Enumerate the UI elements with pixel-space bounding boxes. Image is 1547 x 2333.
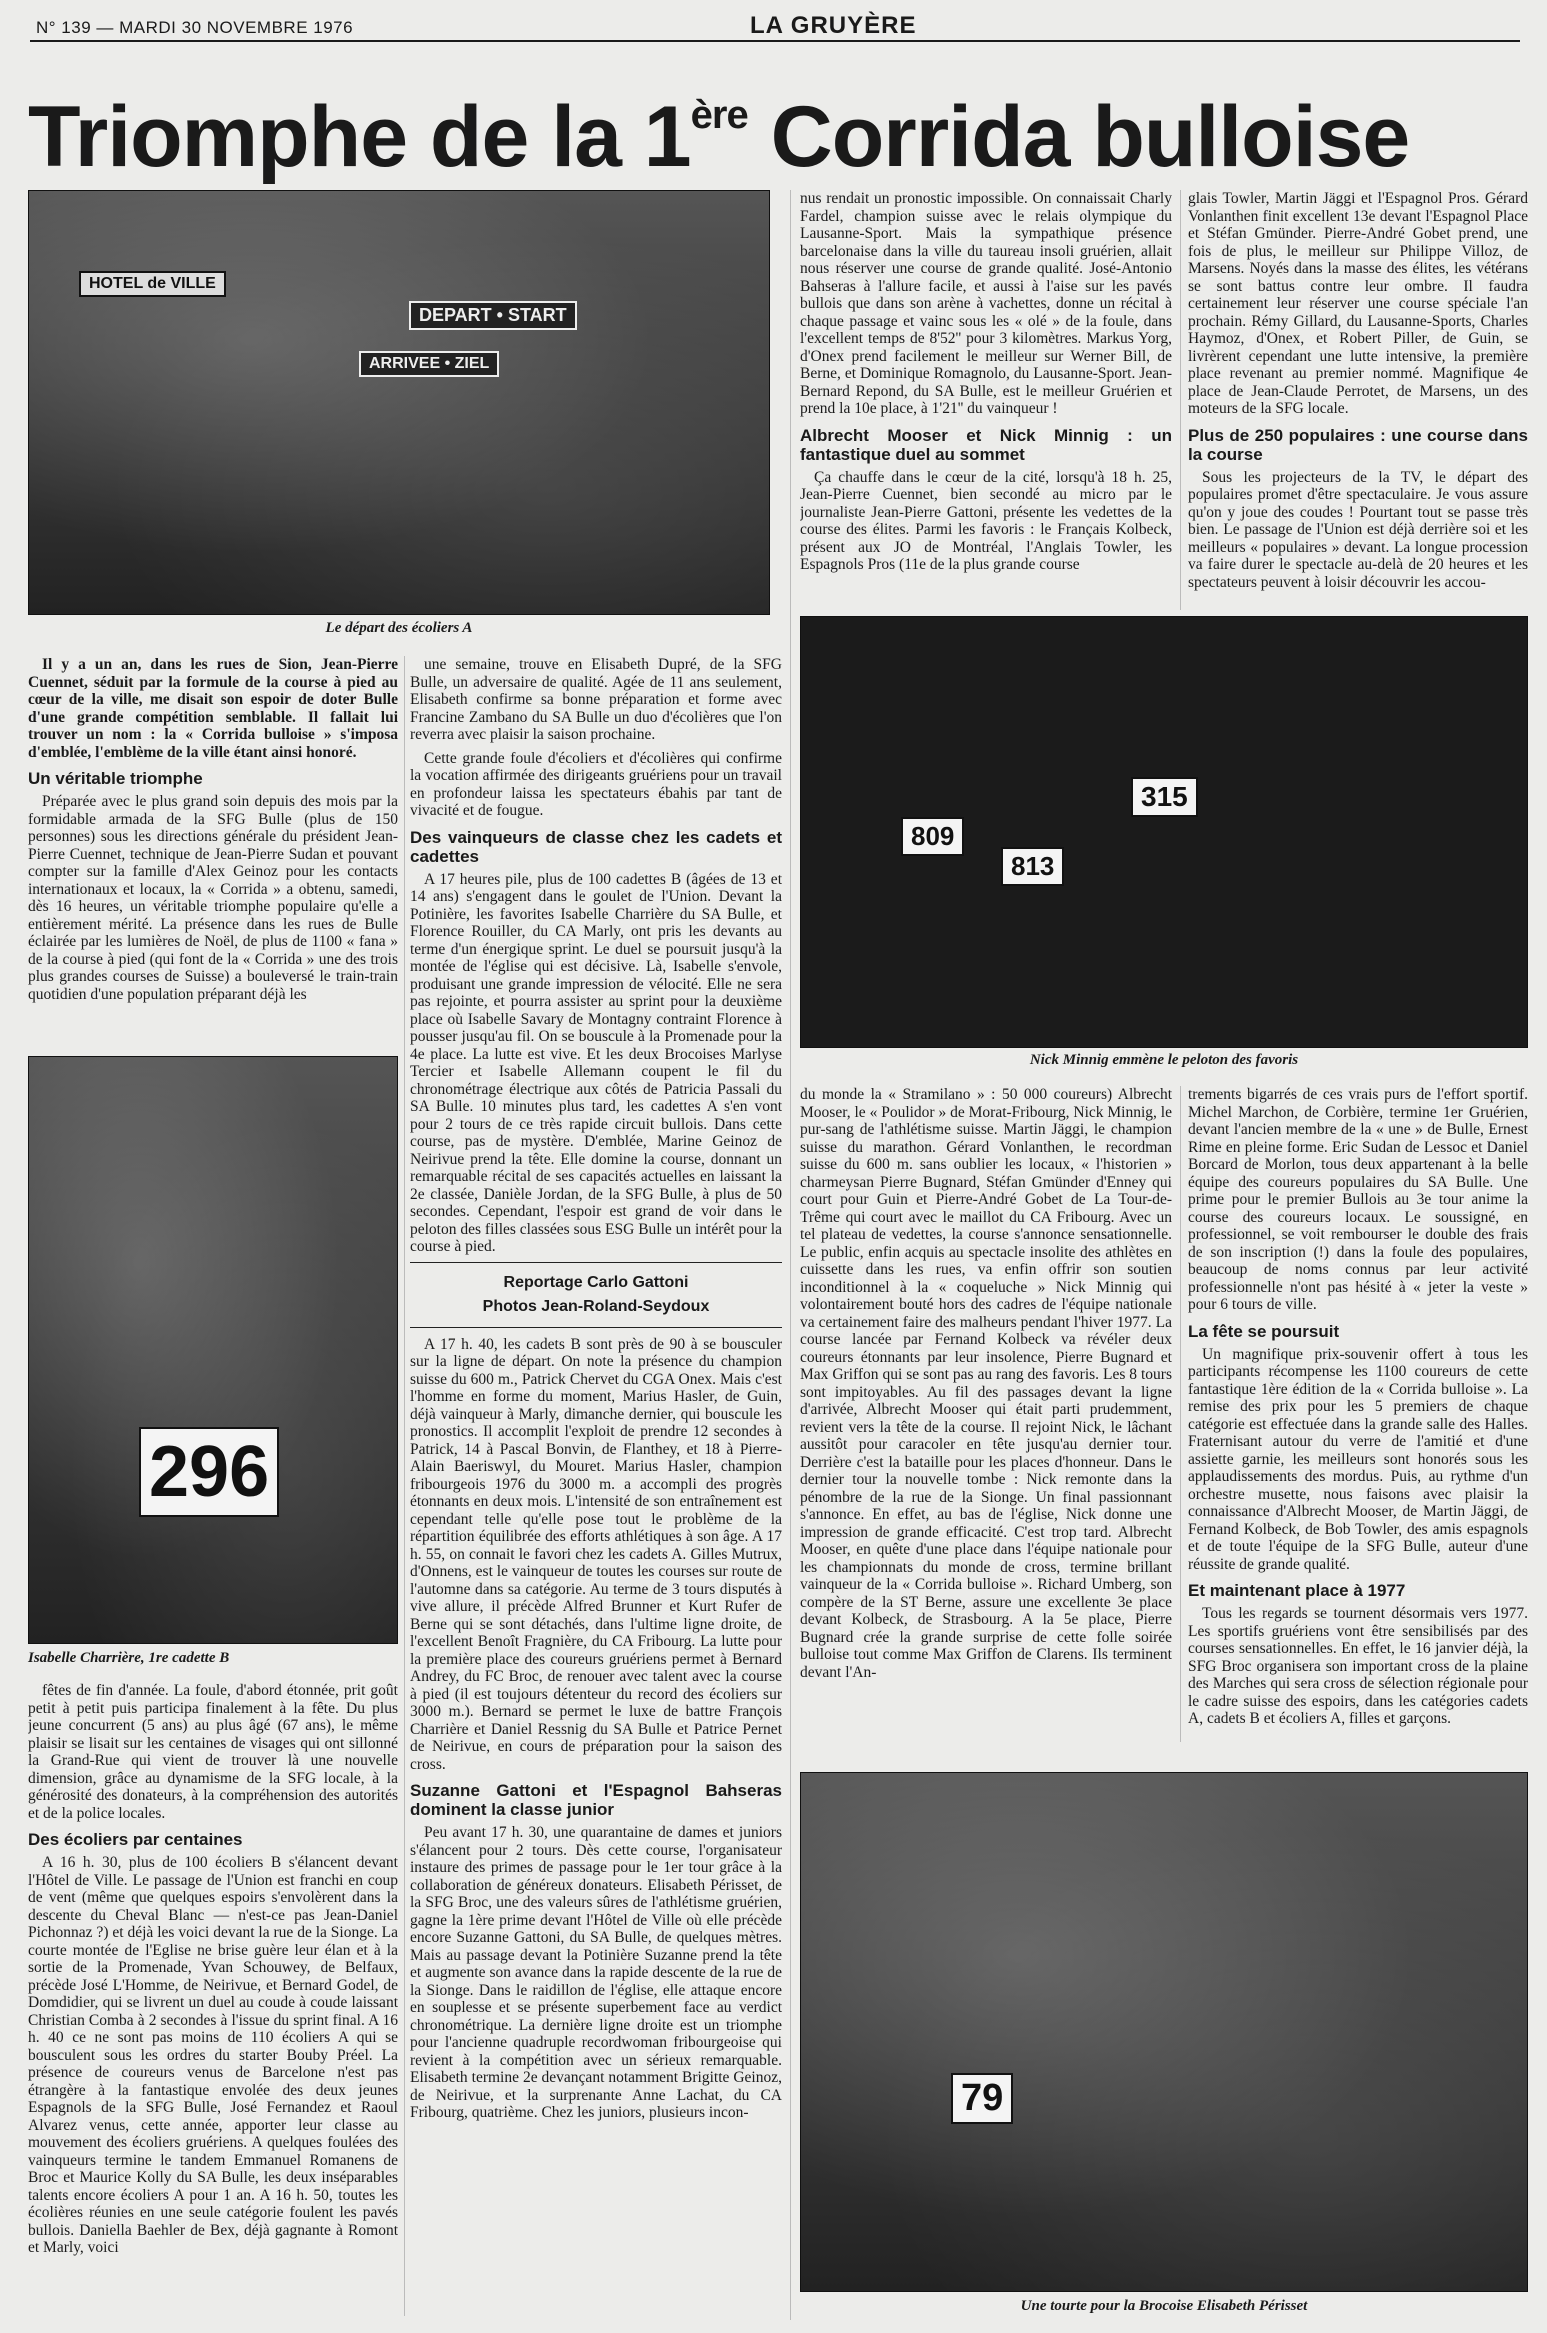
photo-peloton-bib-2: 813	[1001, 847, 1064, 886]
headline-sup: ère	[690, 93, 748, 137]
column-rule-4	[1180, 1086, 1181, 1742]
paragraph-4a: glais Towler, Martin Jäggi et l'Espagnol Pros. Gérard Vonlanthen finit excellent 13e devant l'Espagnol Place et Stéfan Gmünder. Pierre-André Gobet prend, une fois de plus, le meilleur sur Philippe Villoz, de Marsens. Noyés dans la masse des élites, les vétérans se sont battus contre leur ombre. Il faudra certainement leur réserver une course spéciale l'an prochain. Rémy Gillard, du Lausanne-Sports, Charles Haymoz, d'Onex, et Robert Piller, de Guin, se livrèrent cependant une lutte intensive, la première place revenant au premier nommé. Magnifique 4e place de Jean-Claude Perrotet, de Marsens, un des moteurs de la SFG locale.	[1188, 190, 1528, 417]
heading-ecoliers: Des écoliers par centaines	[28, 1830, 243, 1849]
column-2	[410, 656, 782, 2326]
photo-cadette-caption: Isabelle Charrière, 1re cadette B	[28, 1650, 230, 1666]
column-1-top	[28, 656, 398, 1054]
heading-juniors: Suzanne Gattoni et l'Espagnol Bahseras dominent la classe junior	[410, 1781, 782, 1819]
paragraph-4c: trements bigarrés de ces vrais purs de l'effort sportif. Michel Marchon, de Corbière, termine 1er Gruérien, devant l'ancien membre de la « une » de Bulle, Ernest Rime en pleine forme. Eric Sudan de Lessoc et Daniel Borcard de Morlon, tous deux appartenant à la belle équipe des coureurs populaires du SA Bulle. Une prime pour le premier Bullois au 3e tour anime la course des coureurs locaux. Le soussigné, en professionnel, se voit rembourser le double des frais de son inscription (!) dans la foule des populaires, beaucoup de noms connus par leur activité professionnelle n'ont pas hésité à « jeter la veste » pour 6 tours de ville.	[1188, 1086, 1528, 1313]
heading-populaires: Plus de 250 populaires : une course dans la course	[1188, 425, 1528, 464]
column-rule-3	[1180, 190, 1181, 610]
photo-start	[28, 190, 770, 615]
photo-peloton	[800, 616, 1528, 1048]
photo-start-banner1: DEPART • START	[409, 301, 577, 330]
byline-reportage: Reportage Carlo Gattoni	[503, 1273, 689, 1291]
paragraph-2e: Peu avant 17 h. 30, une quarantaine de dames et juniors s'élancent pour 2 tours. Dès cette course, l'organisateur instaure des primes de passage pour le 1er tour grâce à la collaboration de généreux donateurs. Elisabeth Périsset, de la SFG Broc, une des valeurs sûres de l'athlétisme gruérien, gagne la 1ère prime devant l'Hôtel de Ville où elle précède encore Suzanne Gattoni, du SA Bulle, de quelques mètres. Mais au passage devant la Potinière Suzanne prend la tête et augmente son avance dans la rapide descente de la rue de la Sionge. Dans le raidillon de l'église, elle attaque encore en souplesse et se présente superbement face au verdict chronométrique. La dernière ligne droite est un triomphe pour l'ancienne quadruple recordwoman fribourgeoise qui revient à la compétition avec un sérieux remarquable. Elisabeth termine 2e devançant notamment Brigitte Geinoz, de Neirivue, et la surprenante Anne Lachat, du CA Fribourg, quatrième. Chez les juniors, plusieurs incon-	[410, 1824, 782, 2121]
photo-peloton-bib-3: 315	[1131, 777, 1198, 817]
column-3-top	[800, 190, 1172, 610]
byline	[410, 1262, 782, 1328]
heading-1977: Et maintenant place à 1977	[1188, 1581, 1406, 1600]
column-rule-1	[404, 656, 405, 2316]
column-4-middle	[1188, 1086, 1528, 1742]
photo-peloton-bib-1: 809	[901, 817, 964, 856]
paragraph-1b: fêtes de fin d'année. La foule, d'abord étonnée, prit goût petit à petit puis participa finalement à la fête. Du plus jeune concurrent (5 ans) au plus âgé (67 ans), le même plaisir se lisait sur les centaines de visages qui ont sillonné la Grand-Rue qui vient de trouver là une nouvelle dimension, grâce au dynamisme de la SFG locale, à la générosité des donateurs, à la compréhension des autorités et de la police locales.	[28, 1682, 398, 1822]
paragraph-2d: A 17 h. 40, les cadets B sont près de 90 à se bousculer sur la ligne de départ. On note la présence du champion suisse du 600 m., Patrick Chervet du CGA Onex. Mais c'est l'homme en forme du moment, Marius Hasler, de Guin, déjà vainqueur à Marly, dimanche dernier, qui bouscule les pronostics. Il accomplit l'exploit de prendre 12 secondes à Patrick, 14 à Pascal Bonvin, de Flanthey, et 18 à Pierre-Alain Baeriswyl, du Mouret. Marius Hasler, champion fribourgeois 1976 du 3000 m. a accompli des progrès étonnants en deux mois. L'intensité de son entraînement est cependant telle qu'elle pose tout le problème de la répartition équilibrée des efforts athlétiques à son âge. A 17 h. 55, on connait le favori chez les cadets A. Gilles Mutrux, d'Onnens, est le vainqueur de toutes les courses sur route de l'automne dans sa catégorie. Au terme de 3 tours disputés à vive allure, il précède Alfred Brunner et Kurt Rufer de Berne qui se sont détachés, dans l'ultime ligne droite, de l'excellent Benoît Fragnière, du CA Fribourg. La lutte pour la première place des coureurs gruériens permet à Bernard Andrey, du FC Broc, de renouer avec talent avec la course à pied (il est toujours détenteur du record des écoliers sur 3000 m.). Bernard se permet le luxe de battre François Charrière et Daniel Ressnig du SA Bulle et Patrice Pernet de Neirivue, en cours de préparation pour la saison des cross.	[410, 1335, 782, 1773]
column-1-bottom	[28, 1682, 398, 2322]
photo-start-banner2: ARRIVEE • ZIEL	[359, 351, 499, 377]
paragraph-1a: Préparée avec le plus grand soin depuis des mois par la formidable armada de la SFG Bulle (plus de 150 personnes) sous les directions générale du président Jean-Pierre Cuennet, technique de Jean-Pierre Sudan et pouvant compter sur la famille d'Alex Geinoz pour les contacts internationaux et locaux, la « Corrida » a obtenu, samedi, dès 16 heures, un véritable triomphe populaire qu'elle a entièrement mérité. La présence dans les rues de Bulle éclairée par les lumières de Noël, de plus de 1100 « fana » de la course à pied (qui font de la « Corrida » une des trois plus grandes courses de Suisse) a bouleversé le train-train quotidien d'une population préparant déjà les	[28, 793, 398, 1003]
column-3-middle	[800, 1086, 1172, 1742]
paragraph-4d: Un magnifique prix-souvenir offert à tous les participants récompense les 1100 coureurs de cette fantastique 1ère édition de la « Corrida bulloise ». La remise des prix pour les 5 premiers de chaque catégorie est effectuée dans la grande salle des Halles. Fraternisant autour du verre de l'amitié et d'une assiette garnie, les meilleurs sont honorés sous les applaudissements des mordus. Puis, au rythme d'un orchestre musette, nous faisons avec plaisir la connaissance d'Albrecht Mooser, de Martin Jäggi, de Fernand Kolbeck, de Bob Towler, des amis espagnols et de toute l'équipe de la SFG Bulle, auteur d'une réussite de grande qualité.	[1188, 1345, 1528, 1573]
photo-cadette	[28, 1056, 398, 1644]
intro-paragraph: Il y a un an, dans les rues de Sion, Jean-Pierre Cuennet, séduit par la formule de la course à pied au cœur de la ville, me disait son espoir de doter Bulle d'une grande compétition semblable. Il fallait lui trouver un nom : la « Corrida bulloise » s'imposa d'emblée, l'emblème de la ville étant ainsi honoré.	[28, 656, 398, 761]
photo-tourte-caption: Une tourte pour la Brocoise Elisabeth Périsset	[1020, 2298, 1308, 2314]
heading-fete: La fête se poursuit	[1188, 1321, 1340, 1341]
paragraph-4b: Sous les projecteurs de la TV, le départ des populaires promet d'être spectaculaire. Je vous assure qu'on y joue des coudes ! Pourtant tout se passe très bien. Le passage de l'Union est déjà derrière soi et les meilleurs « populaires » devant. La longue procession va faire durer le spectacle au-delà de 20 heures et les spectateurs peuvent à loisir découvrir les accou-	[1188, 468, 1528, 591]
paragraph-3c: du monde la « Stramilano » : 50 000 coureurs) Albrecht Mooser, le « Poulidor » de Morat-Fribourg, Nick Minnig, le pur-sang de l'athlétisme suisse. Martin Jäggi, le champion suisse du marathon. Gérard Vonlanthen, le recordman suisse du 600 m. sans oublier les locaux, « l'historien » charmeysan Pierre Bugnard, Stéfan Gmünder d'Enney qui court pour Guin et Pierre-André Gobet de La Tour-de-Trême qui court avec le maillot du CA Fribourg. Avec un tel plateau de vedettes, la course s'annonce sensationnelle. Le public, enfin acquis au spectacle insolite des athlètes en cuissette dans les rues, va enfin offrir son soutien inconditionnel à la « coqueluche » Nick Minnig qui volontairement bouté hors des cadres de l'équipe nationale va certainement faire des malheurs pendant l'hiver 1977. La course lancée par Fernand Kolbeck va révéler deux coureurs étonnants par leur insolence, Pierre Bugnard et Max Griffon qui se sont pas au rang des favoris. Les 8 tours sont impitoyables. Au fil des passages devant la ligne d'arrivée, Albrecht Mooser qui était parti prudemment, revient vers la tête de la course. Il rejoint Nick, le lâchant aussitôt pour caracoler en tête jusqu'au dernier tour. Derrière c'est la bataille pour les places d'honneur. Dans le dernier tour la nouvelle tombe : Nick remonte dans la pénombre de la rue de la Sionge. Un final passionnant s'annonce. En effet, au bas de l'église, Nick donne une impression de grande efficacité. C'est trop tard. Albrecht Mooser, en quête d'une place dans l'équipe nationale pour les championnats du monde de cross, termine brillant vainqueur de la « Corrida bulloise ». Richard Umberg, son compère de la ST Berne, assure une excellente 3e place devant Kolbeck, de Strasbourg. A la 5e place, Pierre Bugnard crée la grande surprise de cette folle soirée bulloise tout comme Max Griffon de Clarens. Ils terminent devant l'An-	[800, 1086, 1172, 1681]
paragraph-2b: Cette grande foule d'écoliers et d'écolières qui confirme la vocation affirmée des dirigeants gruériens pour un travail en profondeur laissa les spectateurs ébahis par tant de vivacité et de fougue.	[410, 749, 782, 819]
paragraph-3a: nus rendait un pronostic impossible. On connaissait Charly Fardel, champion suisse avec le relais olympique du Lausanne-Sport. Mais la sympathique présence barcelonaise dans la ville du taureau insoli gruérien, allait nous réserver une course de grande qualité. José-Antonio Bahseras à l'allure facile, et aussi à l'aise sur les pavés bullois que dans son arène à vachettes, donne un récital à chaque passage et vainc sous les « olé » de la foule, dans l'excellent temps de 8'52'' pour 3 kilomètres. Markus Yorg, d'Onex prend facilement le meilleur sur Werner Bill, de Berne, et Dominique Romagnolo, du Lausanne-Sport. Jean-Bernard Repond, du SA Bulle, est le meilleur Gruérien et prend la 10e place, à 1'21'' du vainqueur !	[800, 190, 1172, 417]
paragraph-2a: une semaine, trouve en Elisabeth Dupré, de la SFG Bulle, un adversaire de qualité. Agée de 11 ans seulement, Elisabeth confirme sa bonne préparation et forme avec Francine Zambano du SA Bulle un duo d'écolières que l'on reverra avec plaisir la saison prochaine.	[410, 656, 782, 743]
heading-veritable-triomphe: Un véritable triomphe	[28, 769, 203, 788]
issue-line: N° 139 — MARDI 30 NOVEMBRE 1976	[36, 18, 354, 37]
heading-cadets: Des vainqueurs de classe chez les cadets et cadettes	[410, 827, 782, 866]
column-rule-2	[790, 190, 791, 2320]
photo-start-sign: HOTEL de VILLE	[79, 271, 226, 297]
headline	[28, 60, 1528, 185]
masthead	[30, 8, 1520, 42]
paragraph-2c: A 17 heures pile, plus de 100 cadettes B (âgées de 13 et 14 ans) s'engagent dans le goulet de l'Union. Devant la Potinière, les favorites Isabelle Charrière du SA Bulle, et Florence Rouiller, du CA Marly, ont pris les devants au terme d'un énergique sprint. Le duel se poursuit jusqu'à la montée de l'église qui est décisive. Là, Isabelle s'envole, produisant une grande impression de vélocité. Elle ne sera pas rejointe, et pourra assister au sprint pour la deuxième place où Isabelle Savary de Montagny contraint Florence à pousser jusqu'au fil. On se bouscule à la Promenade pour la 4e place. La lutte est vive. Et les deux Brocoises Marlyse Tercier et Isabelle Allemann coupent le fil du chronométrage électrique aux côtés de Patricia Passali du SA Bulle. 10 minutes plus tard, les cadettes A s'en vont pour 2 tours de ce très rapide circuit bullois. Dans cette course, pas de mystère. D'emblée, Marine Geinoz de Neirivue prend la tête. Elle domine la course, donnant un remarquable récital de ses capacités actuelles en laissant la 2e classée, Danièle Jordan, de la SFG Bulle, à plus de 50 secondes. Cependant, l'espoir est grand de voir dans le peloton des filles classées sous ESG Bulle un intérêt pour la course à pied.	[410, 870, 782, 1255]
paragraph-1c: A 16 h. 30, plus de 100 écoliers B s'élancent devant l'Hôtel de Ville. Le passage de l'Union est franchi en coup de vent (même que quelques espoirs s'envolèrent dans la descente du Cheval Blanc — n'est-ce pas Jean-Daniel Pichonnaz ?) et déjà les voici devant la rue de la Sionge. La courte montée de l'Eglise ne brise guère leur élan et à la sortie de la Promenade, Yvan Schouwey, de Belfaux, précède José L'Homme, de Neirivue, et Bernard Godel, de Domdidier, qui se livrent un duel au coude à coude laissant Christian Comba à 2 secondes à l'issue du sprint final. A 16 h. 40 ce ne sont pas moins de 110 écoliers A qui se bousculent sous les ordres du starter Bouby Préel. La présence de coureurs venus de Barcelone n'est pas étrangère à la fantastique envolée des deux jeunes Espagnols de la SFG Bulle, José Fernandez et Raoul Alvarez venus, cette année, apporter leur classe au mouvement des écoliers gruériens. A quelques foulées des vainqueurs termine le tandem Emmanuel Romanens de Broc et Maurice Kolly du SA Bulle, les deux inséparables talents encore écoliers A pour 1 an. A 16 h. 50, toutes les écolières réunies en une seule catégorie foulent les pavés bullois. Daniella Baehler de Bex, déjà gagnante à Romont et Marly, voici	[28, 1854, 398, 2256]
headline-main: Triomphe de la 1	[28, 89, 691, 185]
byline-photos: Photos Jean-Roland-Seydoux	[482, 1297, 710, 1315]
photo-peloton-caption: Nick Minnig emmène le peloton des favoris	[1029, 1052, 1299, 1068]
headline-tail: Corrida bulloise	[747, 89, 1410, 185]
photo-tourte	[800, 1772, 1528, 2292]
column-4-top	[1188, 190, 1528, 610]
photo-cadette-bib: 296	[139, 1427, 279, 1517]
paragraph-4e: Tous les regards se tournent désormais vers 1977. Les sportifs gruériens vont être sensibilisés par des courses sensationnelles. En effet, le 16 janvier déjà, la SFG Broc organisera son important cross de la plaine des Marches qui sera cross de sélection régionale pour le cadre suisse des espoirs, dans les catégories cadets A, cadets B et écoliers A, filles et garçons.	[1188, 1605, 1528, 1727]
photo-tourte-bib: 79	[951, 2073, 1013, 2124]
paper-name: LA GRUYÈRE	[750, 12, 917, 39]
photo-start-caption: Le départ des écoliers A	[325, 620, 473, 636]
paragraph-3b: Ça chauffe dans le cœur de la cité, lorsqu'à 18 h. 25, Jean-Pierre Cuennet, bien secondé au micro par le journaliste Jean-Pierre Gattoni, présente les vedettes de la course des élites. Parmi les favoris : le Français Kolbeck, présent aux JO de Montréal, l'Anglais Towler, les Espagnols Pros (11e de la plus grande course	[800, 468, 1172, 573]
heading-duel: Albrecht Mooser et Nick Minnig : un fantastique duel au sommet	[800, 425, 1172, 464]
